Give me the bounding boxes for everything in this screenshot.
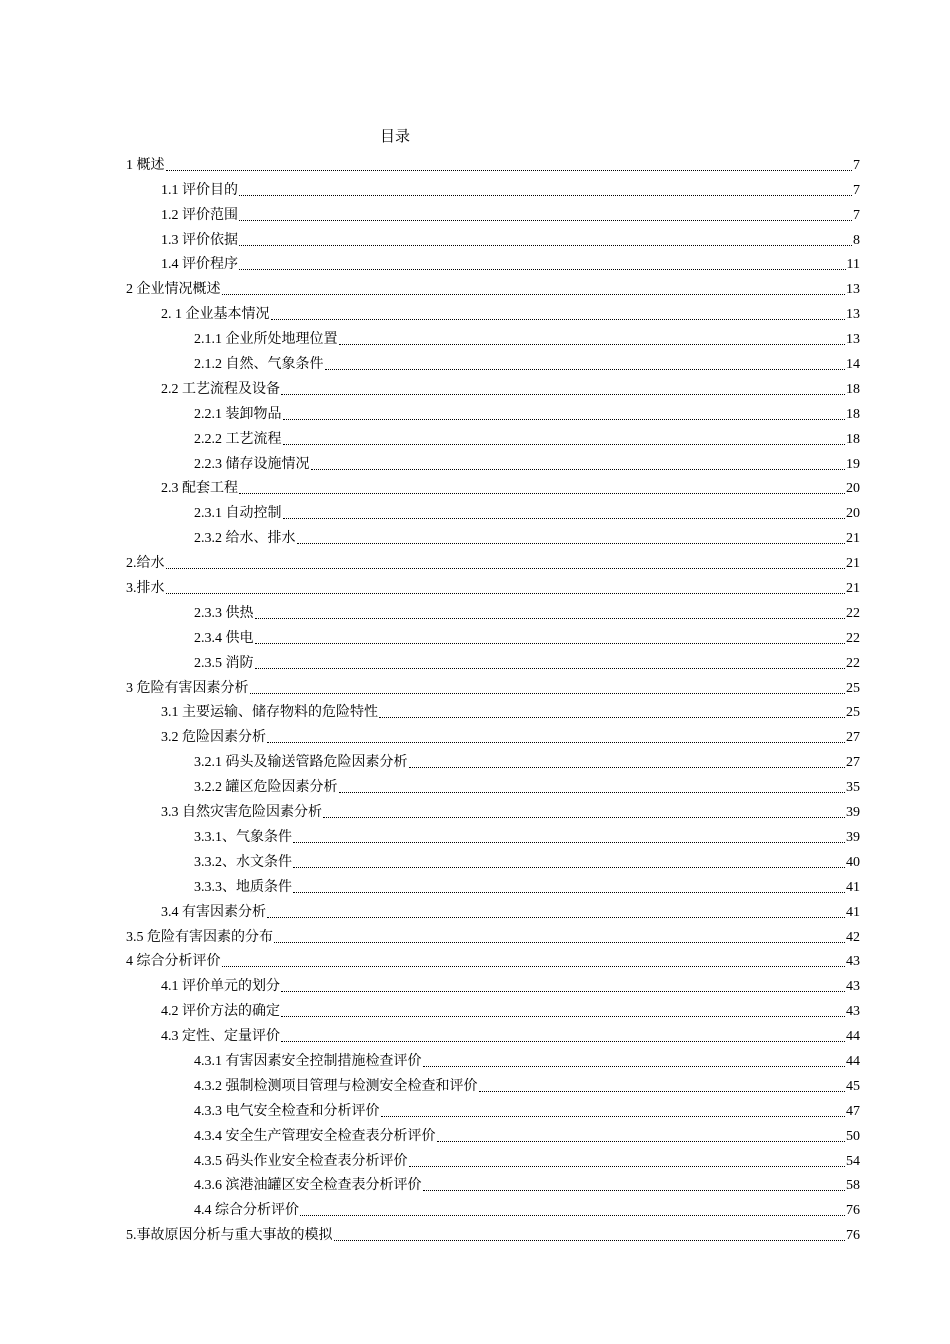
toc-entry[interactable]	[126, 250, 860, 275]
toc-entry-label: 3.2.2 罐区危险因素分析	[194, 780, 338, 796]
toc-entry[interactable]	[126, 897, 860, 922]
toc-entry-label: 3.5 危险有害因素的分布	[126, 929, 273, 945]
toc-entry[interactable]	[126, 150, 860, 175]
table-of-contents	[126, 150, 860, 1245]
toc-entry[interactable]	[126, 623, 860, 648]
dot-leader	[311, 469, 846, 470]
toc-entry[interactable]	[126, 349, 860, 374]
dot-leader	[300, 1215, 845, 1216]
toc-entry[interactable]	[126, 1021, 860, 1046]
toc-entry-page: 45	[846, 1078, 860, 1094]
toc-entry-page: 19	[846, 456, 860, 472]
dot-leader	[239, 269, 846, 270]
toc-entry[interactable]	[126, 722, 860, 747]
toc-entry-page: 25	[846, 680, 860, 696]
dot-leader	[267, 917, 845, 918]
dot-leader	[255, 668, 846, 669]
toc-entry-page: 22	[846, 605, 860, 621]
toc-entry[interactable]	[126, 1171, 860, 1196]
dot-leader	[166, 568, 846, 569]
toc-entry-page: 18	[846, 431, 860, 447]
toc-entry-label: 2.3.5 消防	[194, 655, 254, 671]
dot-leader	[334, 1240, 846, 1241]
toc-entry-label: 4.1 评价单元的划分	[161, 979, 280, 995]
toc-entry-label: 3.3 自然灾害危险因素分析	[161, 805, 322, 821]
dot-leader	[281, 1041, 845, 1042]
toc-entry-page: 7	[853, 157, 860, 173]
toc-entry-label: 3.2.1 码头及输送管路危险因素分析	[194, 755, 408, 771]
toc-entry-label: 2.3.2 给水、排水	[194, 531, 296, 547]
toc-entry-page: 21	[846, 531, 860, 547]
toc-entry-label: 4.3.4 安全生产管理安全检查表分析评价	[194, 1128, 436, 1144]
toc-entry-label: 4.3.1 有害因素安全控制措施检查评价	[194, 1053, 422, 1069]
toc-entry-page: 18	[846, 381, 860, 397]
toc-entry-label: 4.4 综合分析评价	[194, 1203, 299, 1219]
dot-leader	[166, 593, 846, 594]
toc-entry-label: 1 概述	[126, 157, 165, 173]
toc-entry[interactable]	[126, 523, 860, 548]
toc-entry-page: 54	[846, 1153, 860, 1169]
toc-entry-page: 43	[846, 954, 860, 970]
toc-entry[interactable]	[126, 598, 860, 623]
toc-entry-label: 2.1.2 自然、气象条件	[194, 357, 324, 373]
toc-entry-label: 2.2.3 储存设施情况	[194, 456, 310, 472]
toc-entry[interactable]	[126, 374, 860, 399]
dot-leader	[409, 1166, 846, 1167]
dot-leader	[239, 195, 852, 196]
toc-entry-label: 4.3 定性、定量评价	[161, 1029, 280, 1045]
dot-leader	[281, 1016, 845, 1017]
toc-entry-label: 2. 1 企业基本情况	[161, 307, 270, 323]
toc-entry[interactable]	[126, 498, 860, 523]
dot-leader	[239, 245, 852, 246]
toc-entry-label: 2.3.4 供电	[194, 630, 254, 646]
toc-entry-page: 7	[853, 207, 860, 223]
toc-entry[interactable]	[126, 548, 860, 573]
toc-entry-label: 1.1 评价目的	[161, 182, 238, 198]
dot-leader	[339, 344, 846, 345]
dot-leader	[281, 991, 845, 992]
toc-entry-label: 2.3.3 供热	[194, 605, 254, 621]
toc-entry-page: 13	[846, 307, 860, 323]
toc-entry-page: 18	[846, 406, 860, 422]
toc-entry-label: 3.3.3、地质条件	[194, 879, 292, 895]
toc-entry-label: 4.3.3 电气安全检查和分析评价	[194, 1103, 380, 1119]
dot-leader	[379, 717, 845, 718]
toc-entry[interactable]	[126, 847, 860, 872]
toc-entry-page: 39	[846, 829, 860, 845]
dot-leader	[409, 767, 846, 768]
toc-entry-page: 21	[846, 556, 860, 572]
toc-entry[interactable]	[126, 947, 860, 972]
toc-entry-page: 39	[846, 805, 860, 821]
dot-leader	[267, 742, 845, 743]
dot-leader	[166, 170, 853, 171]
dot-leader	[274, 942, 845, 943]
toc-entry-page: 35	[846, 780, 860, 796]
toc-entry-page: 20	[846, 506, 860, 522]
toc-entry-page: 43	[846, 979, 860, 995]
toc-entry-page: 41	[846, 904, 860, 920]
toc-entry-page: 20	[846, 481, 860, 497]
dot-leader	[283, 518, 846, 519]
toc-entry-page: 76	[846, 1203, 860, 1219]
toc-entry-label: 2 企业情况概述	[126, 282, 221, 298]
dot-leader	[437, 1141, 846, 1142]
toc-entry-page: 58	[846, 1178, 860, 1194]
toc-entry[interactable]	[126, 971, 860, 996]
dot-leader	[255, 643, 846, 644]
toc-entry-label: 1.4 评价程序	[161, 257, 238, 273]
toc-entry[interactable]	[126, 1220, 860, 1245]
toc-entry-label: 4.3.2 强制检测项目管理与检测安全检查和评价	[194, 1078, 478, 1094]
toc-entry-label: 2.2.1 装卸物品	[194, 406, 282, 422]
toc-entry[interactable]	[126, 1071, 860, 1096]
toc-entry-page: 43	[846, 1004, 860, 1020]
toc-entry-page: 13	[846, 282, 860, 298]
toc-entry-page: 76	[846, 1228, 860, 1244]
toc-entry[interactable]	[126, 872, 860, 897]
dot-leader	[323, 817, 845, 818]
dot-leader	[283, 444, 846, 445]
toc-entry[interactable]	[126, 1146, 860, 1171]
toc-entry[interactable]	[126, 747, 860, 772]
dot-leader	[255, 618, 846, 619]
toc-entry[interactable]	[126, 175, 860, 200]
toc-entry-page: 22	[846, 630, 860, 646]
toc-entry[interactable]	[126, 299, 860, 324]
toc-entry-label: 3.排水	[126, 581, 165, 597]
dot-leader	[281, 394, 845, 395]
dot-leader	[423, 1066, 846, 1067]
dot-leader	[297, 543, 846, 544]
toc-entry[interactable]	[126, 922, 860, 947]
dot-leader	[222, 294, 846, 295]
dot-leader	[283, 419, 846, 420]
toc-entry[interactable]	[126, 474, 860, 499]
dot-leader	[239, 493, 845, 494]
toc-entry-page: 7	[853, 182, 860, 198]
toc-entry[interactable]	[126, 698, 860, 723]
dot-leader	[222, 966, 846, 967]
toc-entry-label: 2.2.2 工艺流程	[194, 431, 282, 447]
toc-entry[interactable]	[126, 424, 860, 449]
toc-entry[interactable]	[126, 324, 860, 349]
toc-entry-page: 42	[846, 929, 860, 945]
toc-entry-page: 40	[846, 854, 860, 870]
toc-entry[interactable]	[126, 1195, 860, 1220]
dot-leader	[293, 842, 845, 843]
toc-entry-label: 1.3 评价依据	[161, 232, 238, 248]
toc-entry-label: 3.2 危险因素分析	[161, 730, 266, 746]
toc-entry[interactable]	[126, 274, 860, 299]
toc-entry-page: 22	[846, 655, 860, 671]
toc-entry-page: 41	[846, 879, 860, 895]
dot-leader	[250, 693, 846, 694]
toc-title: 目录	[379, 129, 410, 145]
toc-entry-page: 25	[846, 705, 860, 721]
toc-entry-page: 21	[846, 581, 860, 597]
toc-entry-page: 47	[846, 1103, 860, 1119]
toc-entry-page: 27	[846, 730, 860, 746]
toc-entry[interactable]	[126, 673, 860, 698]
dot-leader	[325, 369, 846, 370]
toc-entry-label: 2.2 工艺流程及设备	[161, 381, 280, 397]
toc-entry-label: 1.2 评价范围	[161, 207, 238, 223]
toc-entry-label: 3.3.1、气象条件	[194, 829, 292, 845]
toc-entry-label: 2.3 配套工程	[161, 481, 238, 497]
toc-entry-label: 4.3.6 滨港油罐区安全检查表分析评价	[194, 1178, 422, 1194]
toc-entry-label: 2.1.1 企业所处地理位置	[194, 332, 338, 348]
toc-entry-page: 14	[846, 357, 860, 373]
toc-entry-label: 3.1 主要运输、储存物料的危险特性	[161, 705, 378, 721]
toc-entry-label: 3.4 有害因素分析	[161, 904, 266, 920]
toc-entry[interactable]	[126, 573, 860, 598]
dot-leader	[381, 1116, 846, 1117]
toc-entry-page: 44	[846, 1053, 860, 1069]
toc-entry-label: 2.给水	[126, 556, 165, 572]
toc-entry-label: 4.2 评价方法的确定	[161, 1004, 280, 1020]
toc-entry[interactable]	[126, 822, 860, 847]
toc-entry-page: 50	[846, 1128, 860, 1144]
dot-leader	[293, 892, 845, 893]
dot-leader	[339, 792, 846, 793]
dot-leader	[271, 319, 846, 320]
toc-entry[interactable]	[126, 1096, 860, 1121]
toc-entry-label: 2.3.1 自动控制	[194, 506, 282, 522]
toc-entry[interactable]	[126, 225, 860, 250]
toc-entry-label: 4 综合分析评价	[126, 954, 221, 970]
toc-entry[interactable]	[126, 200, 860, 225]
toc-entry[interactable]	[126, 797, 860, 822]
toc-entry[interactable]	[126, 1121, 860, 1146]
dot-leader	[423, 1190, 846, 1191]
toc-entry-page: 13	[846, 332, 860, 348]
toc-entry[interactable]	[126, 1046, 860, 1071]
toc-entry[interactable]	[126, 399, 860, 424]
toc-entry[interactable]	[126, 996, 860, 1021]
dot-leader	[293, 867, 845, 868]
dot-leader	[479, 1091, 846, 1092]
toc-entry-page: 44	[846, 1029, 860, 1045]
dot-leader	[239, 220, 852, 221]
toc-entry-page: 27	[846, 755, 860, 771]
toc-entry[interactable]	[126, 449, 860, 474]
toc-entry-label: 4.3.5 码头作业安全检查表分析评价	[194, 1153, 408, 1169]
toc-entry-page: 11	[846, 257, 860, 273]
toc-entry-label: 3 危险有害因素分析	[126, 680, 249, 696]
toc-entry-label: 5.事故原因分析与重大事故的模拟	[126, 1228, 333, 1244]
toc-entry-label: 3.3.2、水文条件	[194, 854, 292, 870]
toc-entry-page: 8	[853, 232, 860, 248]
toc-entry[interactable]	[126, 648, 860, 673]
toc-entry[interactable]	[126, 772, 860, 797]
